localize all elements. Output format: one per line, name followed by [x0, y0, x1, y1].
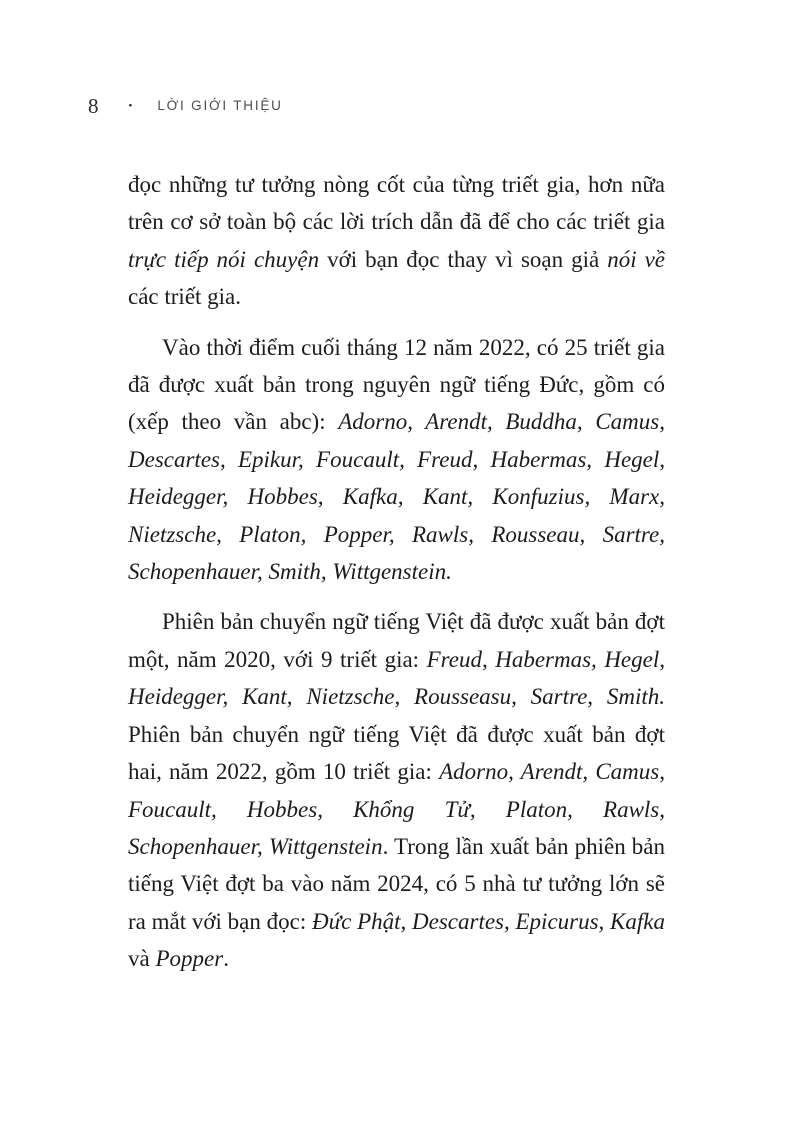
running-header	[88, 94, 283, 118]
paragraph: Phiên bản chuyển ngữ tiếng Việt đã được xuất bản đợt một, năm 2020, với 9 triết gia: Freud, Habermas, Hegel, Heidegger, Kant, Nietzsche, Rousseasu, Sartre, Smith. Phiên bản chuyển ngữ tiếng Việt đã được xuất bản đợt hai, năm 2022, gồm 10 triết gia: Adorno, Arendt, Camus, Foucault, Hobbes, Khổng Tử, Platon, Rawls, Schopenhauer, Wittgenstein. Trong lần xuất bản phiên bản tiếng Việt đợt ba vào năm 2024, có 5 nhà tư tưởng lớn sẽ ra mắt với bạn đọc: Đức Phật, Descartes, Epicurus, Kafka và Popper.	[128, 609, 665, 972]
body-text	[128, 166, 665, 991]
paragraph: Vào thời điểm cuối tháng 12 năm 2022, có 25 triết gia đã được xuất bản trong nguyên ngữ tiếng Đức, gồm có (xếp theo vần abc): Adorno, Arendt, Buddha, Camus, Descartes, Epikur, Foucault, Freud, Habermas, Hegel, Heidegger, Hobbes, Kafka, Kant, Konfuzius, Marx, Nietzsche, Platon, Popper, Rawls, Rousseau, Sartre, Schopenhauer, Smith, Wittgenstein.	[128, 334, 665, 585]
page-number: 8	[88, 94, 99, 118]
running-title: LỜI GIỚI THIỆU	[157, 98, 283, 113]
bullet-icon: •	[128, 100, 133, 112]
paragraph: đọc những tư tưởng nòng cốt của từng triết gia, hơn nữa trên cơ sở toàn bộ các lời trích dẫn đã để cho các triết gia trực tiếp nói chuyện với bạn đọc thay vì soạn giả nói về các triết gia.	[128, 172, 665, 310]
